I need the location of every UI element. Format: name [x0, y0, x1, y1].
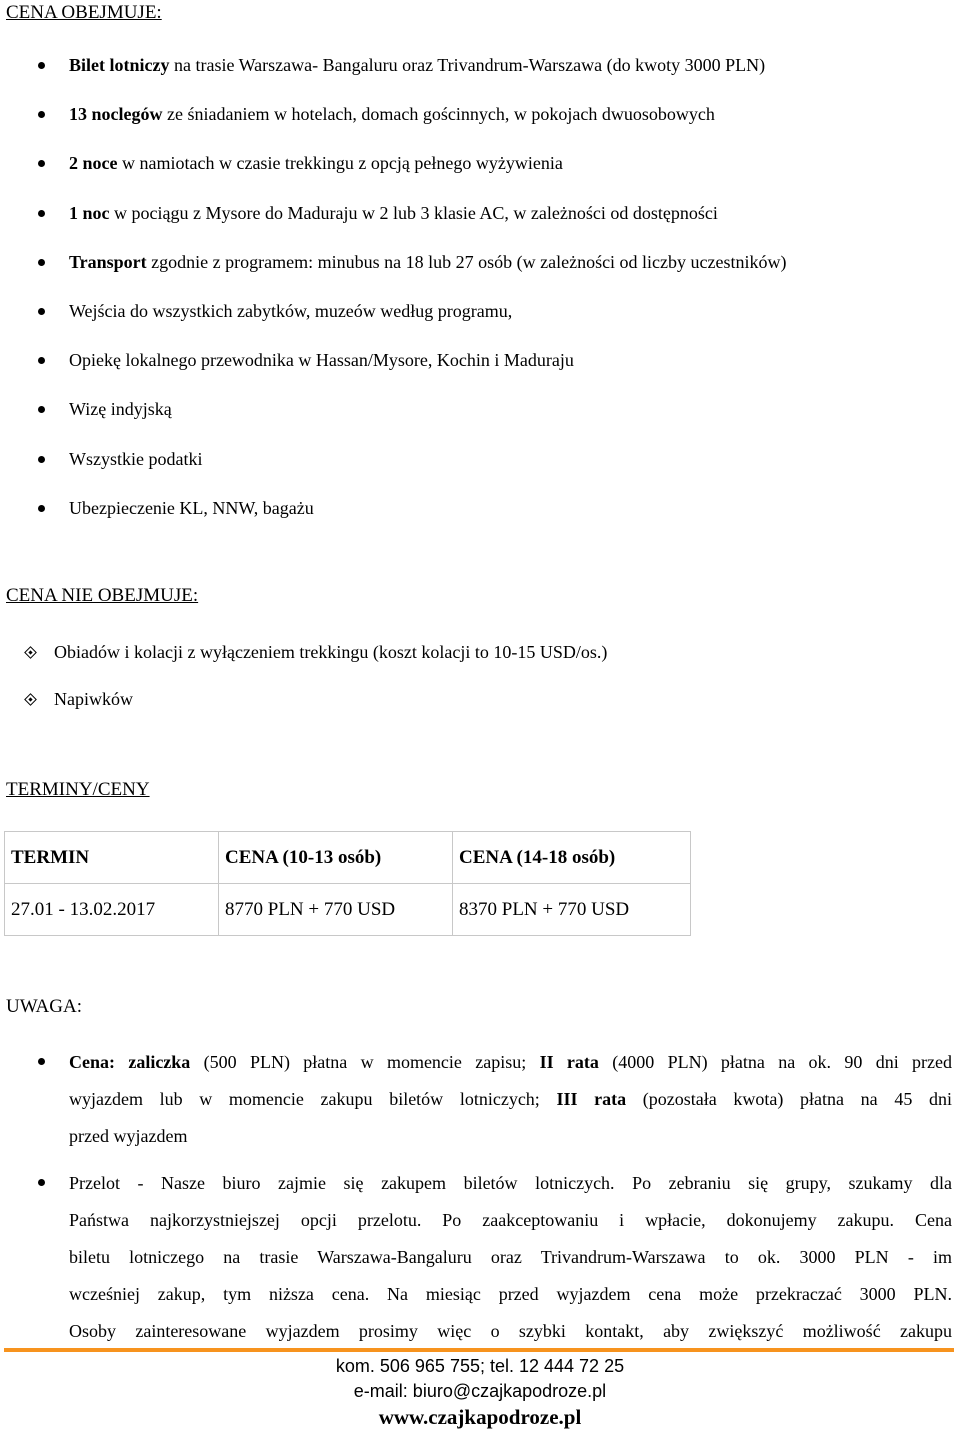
footer-website[interactable]: www.czajkapodroze.pl — [378, 1405, 582, 1429]
bullet-icon — [38, 1058, 45, 1065]
bullet-icon — [38, 210, 45, 217]
excludes-heading: CENA NIE OBEJMUJE: — [6, 585, 199, 606]
list-item: Napiwków — [54, 689, 607, 736]
bullet-icon — [38, 1179, 45, 1186]
list-item: 13 noclegów ze śniadaniem w hotelach, domach gościnnych, w pokojach dwuosobowych — [69, 104, 787, 153]
list-item: Ubezpieczenie KL, NNW, bagażu — [69, 498, 787, 547]
table-cell: 8770 PLN + 770 USD — [219, 884, 453, 936]
list-item: Wizę indyjską — [69, 399, 787, 448]
excludes-list — [54, 642, 607, 736]
bullet-icon — [24, 646, 37, 659]
list-item: Wszystkie podatki — [69, 449, 787, 498]
list-item: Wejścia do wszystkich zabytków, muzeów według programu, — [69, 301, 787, 350]
bullet-icon — [38, 62, 45, 69]
list-item: 1 noc w pociągu z Mysore do Maduraju w 2 lub 3 klasie AC, w zależności od dostępności — [69, 203, 787, 252]
list-item: Obiadów i kolacji z wyłączeniem trekkingu (koszt kolacji to 10-15 USD/os.) — [54, 642, 607, 689]
notice-item-1: Cena: zaliczka (500 PLN) płatna w momencie zapisu; II rata (4000 PLN) płatna na ok. 90 dni przed wyjazdem lub w momencie zakupu biletów lotniczych; III rata (pozostała kwota) płatna na 45 dni przed wyjazdem — [69, 1052, 952, 1146]
bullet-icon — [24, 693, 37, 706]
notice-item-2: Przelot - Nasze biuro zajmie się zakupem biletów lotniczych. Po zebraniu się grupy, szukamy dla Państwa najkorzystniejszej opcji przelotu. Po zaakceptowaniu i wpłacie, dokonujemy zakupu. Cena biletu lotniczego na trasie Warszawa-Bangaluru oraz Trivandrum-Warszawa to ok. 3000 PLN - im wcześniej zakup, tym niższa cena. Na miesiąc przed wyjazdem cena może przekraczać 3000 PLN. Osoby zainteresowane wyjazdem prosimy więc o szybki kontakt, aby zwiększyć możliwość zakupu — [69, 1173, 952, 1358]
footer-email[interactable]: e-mail: biuro@czajkapodroze.pl — [353, 1381, 607, 1401]
bullet-icon — [38, 406, 45, 413]
bullet-icon — [38, 111, 45, 118]
bullet-icon — [38, 160, 45, 167]
notice-heading: UWAGA: — [6, 996, 82, 1017]
table-cell: 8370 PLN + 770 USD — [453, 884, 691, 936]
table-header-cell: CENA (10-13 osób) — [219, 832, 453, 884]
includes-list — [69, 55, 787, 547]
includes-heading: CENA OBEJMUJE: — [6, 2, 162, 23]
table-header-cell: TERMIN — [5, 832, 219, 884]
bullet-icon — [38, 505, 45, 512]
footer-phones: kom. 506 965 755; tel. 12 444 72 25 — [335, 1356, 625, 1376]
list-item: Opiekę lokalnego przewodnika w Hassan/Mysore, Kochin i Maduraju — [69, 350, 787, 399]
table-cell: 27.01 - 13.02.2017 — [5, 884, 219, 936]
bullet-icon — [38, 456, 45, 463]
list-item: Transport zgodnie z programem: minubus na 18 lub 27 osób (w zależności od liczby uczestników) — [69, 252, 787, 301]
prices-table — [4, 831, 691, 936]
bullet-icon — [38, 259, 45, 266]
footer-divider — [4, 1348, 954, 1352]
list-item: Bilet lotniczy na trasie Warszawa- Bangaluru oraz Trivandrum-Warszawa (do kwoty 3000 PLN) — [69, 55, 787, 104]
table-header-row — [5, 832, 691, 884]
list-item: 2 noce w namiotach w czasie trekkingu z opcją pełnego wyżywienia — [69, 153, 787, 202]
bullet-icon — [38, 357, 45, 364]
table-row — [5, 884, 691, 936]
prices-heading: TERMINY/CENY — [6, 779, 150, 800]
bullet-icon — [38, 308, 45, 315]
table-header-cell: CENA (14-18 osób) — [453, 832, 691, 884]
